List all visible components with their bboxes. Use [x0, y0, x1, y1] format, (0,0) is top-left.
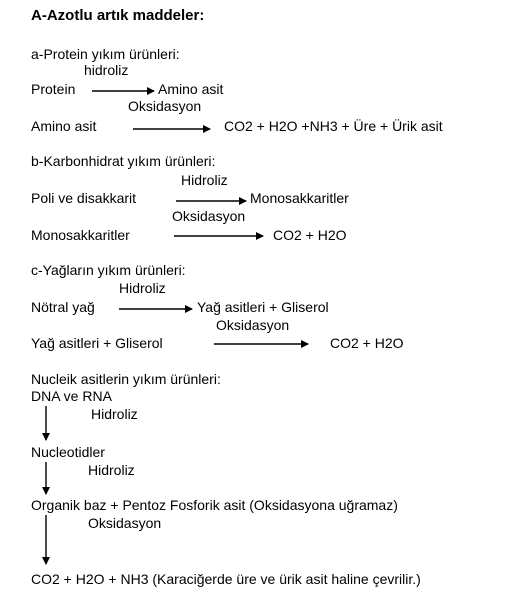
reactant: Monosakkaritler	[31, 227, 130, 243]
section-heading-nucleic: Nucleik asitlerin yıkım ürünleri:	[31, 371, 221, 387]
product: Yağ asitleri + Gliserol	[197, 299, 329, 315]
reactant: Poli ve disakkarit	[31, 190, 137, 206]
pathway-step: CO2 + H2O + NH3 (Karaciğerde üre ve ürik asit haline çevrilir.)	[31, 571, 421, 587]
reaction-label: hidroliz	[84, 62, 129, 78]
product: Monosakkaritler	[250, 190, 349, 206]
product: Amino asit	[158, 81, 224, 97]
reactant: Protein	[31, 81, 76, 97]
section-heading-protein: a-Protein yıkım ürünleri:	[31, 46, 180, 62]
pathway-step: Organik baz + Pentoz Fosforik asit (Oksidasyona uğramaz)	[31, 497, 398, 513]
reaction-label: Oksidasyon	[172, 208, 246, 224]
section-heading-fat: c-Yağların yıkım ürünleri:	[31, 262, 186, 278]
product: CO2 + H2O	[273, 227, 347, 243]
section-heading-carbohydrate: b-Karbonhidrat yıkım ürünleri:	[31, 153, 216, 169]
reactant: Yağ asitleri + Gliserol	[31, 335, 163, 351]
reaction-label: Hidroliz	[91, 406, 138, 422]
reaction-label: Hidroliz	[119, 280, 166, 296]
reaction-label: Oksidasyon	[216, 317, 290, 333]
reaction-label: Hidroliz	[88, 462, 135, 478]
reactant: Amino asit	[31, 118, 97, 134]
reactant: Nötral yağ	[31, 299, 95, 315]
pathway-step: Nucleotidler	[31, 444, 105, 460]
pathway-step: DNA ve RNA	[31, 388, 112, 404]
reaction-label: Oksidasyon	[128, 98, 202, 114]
product: CO2 + H2O	[330, 335, 404, 351]
reaction-label: Hidroliz	[181, 172, 228, 188]
reaction-label: Oksidasyon	[88, 515, 162, 531]
page-title: A-Azotlu artık maddeler:	[31, 7, 205, 24]
product: CO2 + H2O +NH3 + Üre + Ürik asit	[224, 118, 443, 134]
